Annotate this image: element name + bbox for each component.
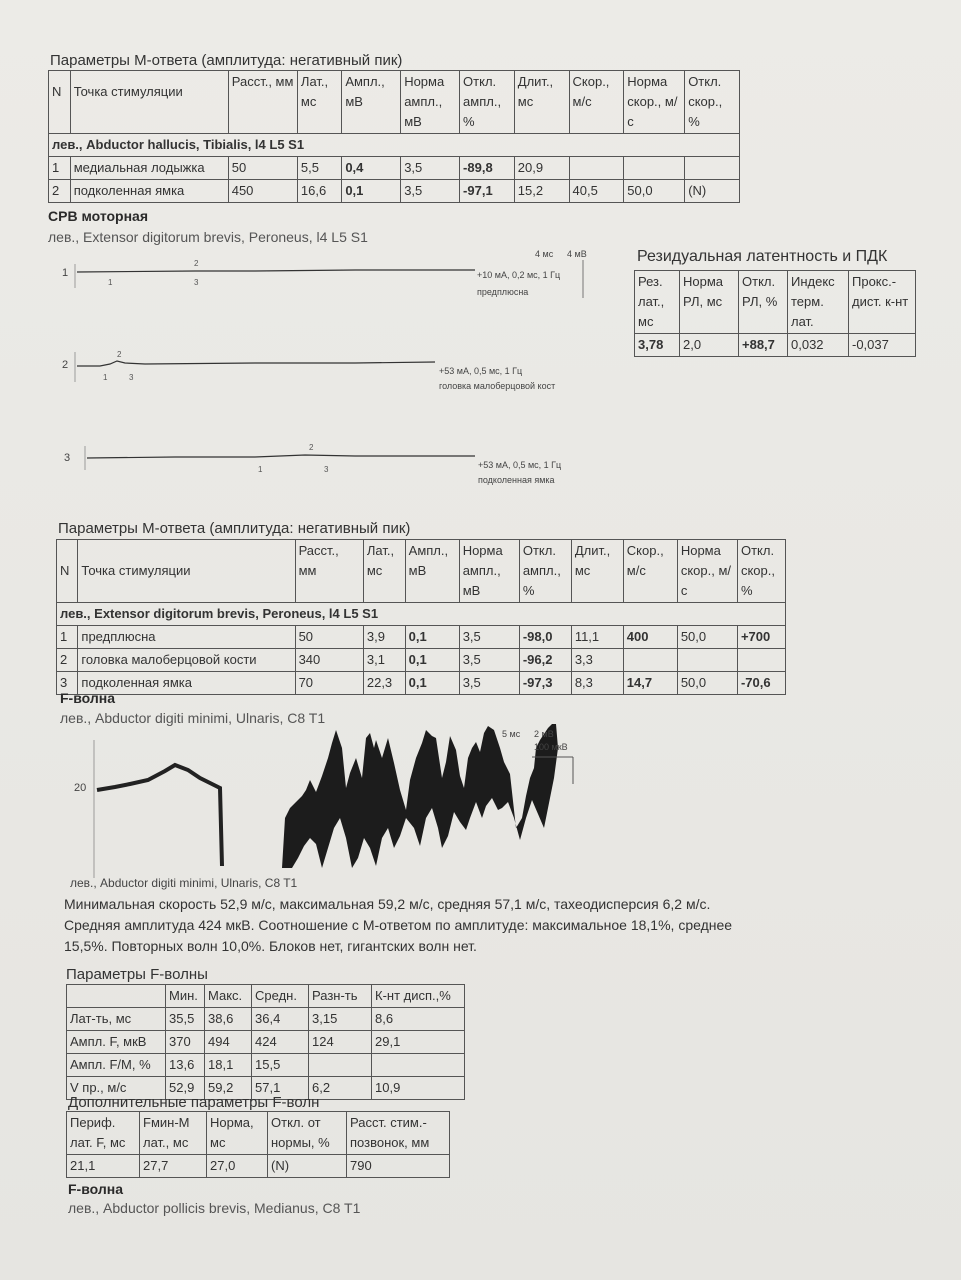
cell: Ампл. F, мкВ	[67, 1031, 166, 1054]
cell: 16,6	[297, 180, 341, 203]
fwave-heading: F-волна	[60, 690, 115, 706]
trace-marker: 3	[129, 373, 134, 382]
cell: 52,9	[166, 1077, 205, 1100]
header-cell: Норма скор., м/с	[677, 540, 737, 603]
trace-stim: +53 мА, 0,5 мс, 1 Гц	[478, 460, 562, 470]
header-cell: Скор., м/с	[569, 71, 624, 134]
header-cell: Средн.	[252, 985, 309, 1008]
cell: 21,1	[67, 1155, 140, 1178]
header-cell: Откл. ампл., %	[460, 71, 515, 134]
fwave-scale-ms: 5 мс	[502, 729, 521, 739]
header-cell: Периф. лат. F, мс	[67, 1112, 140, 1155]
table-row	[49, 180, 740, 203]
cell: 3,78	[635, 334, 680, 357]
cell: 10,9	[372, 1077, 465, 1100]
fwave2-subtitle: лев., Abductor pollicis brevis, Medianus, C8 T1	[68, 1200, 361, 1216]
cell: 2,0	[680, 334, 739, 357]
fwave-axis-label: 20	[74, 782, 87, 794]
header-cell: Рез. лат., мс	[635, 271, 680, 334]
cell: 50	[228, 157, 297, 180]
cell: 790	[347, 1155, 450, 1178]
cell: 8,3	[571, 672, 623, 695]
srv-traces	[55, 240, 615, 490]
table-row	[635, 334, 916, 357]
cell: 2	[57, 649, 78, 672]
cell: -89,8	[460, 157, 515, 180]
cell: 124	[309, 1031, 372, 1054]
cell: (N)	[685, 180, 740, 203]
table-row	[67, 1155, 450, 1178]
cell: подколенная ямка	[78, 672, 295, 695]
trace-marker: 1	[103, 373, 108, 382]
cell: 0,1	[342, 180, 401, 203]
table1-title: Параметры М-ответа (амплитуда: негативный пик)	[50, 52, 403, 69]
header-cell: Откл. скор., %	[685, 71, 740, 134]
cell: 14,7	[623, 672, 677, 695]
cell: 3,5	[401, 157, 460, 180]
cell: 50,0	[677, 672, 737, 695]
header-cell: Скор., м/с	[623, 540, 677, 603]
trace-site: головка малоберцовой кост	[439, 381, 556, 391]
table-row	[67, 1008, 465, 1031]
trace-marker: 2	[309, 443, 314, 452]
cell: 50,0	[624, 180, 685, 203]
table-header-row	[49, 71, 740, 134]
cell: 3,5	[459, 649, 519, 672]
header-cell: N	[57, 540, 78, 603]
cell: +700	[737, 626, 785, 649]
header-cell: Разн-ть	[309, 985, 372, 1008]
header-cell: Длит., мс	[514, 71, 569, 134]
header-cell: Норма ампл., мВ	[459, 540, 519, 603]
cell: 6,2	[309, 1077, 372, 1100]
header-cell: Ампл., мВ	[342, 71, 401, 134]
cell: 15,5	[252, 1054, 309, 1077]
cell: 5,5	[297, 157, 341, 180]
cell: подколенная ямка	[70, 180, 228, 203]
cell: 424	[252, 1031, 309, 1054]
cell: головка малоберцовой кости	[78, 649, 295, 672]
cell: -0,037	[849, 334, 916, 357]
table-row	[57, 626, 786, 649]
cell: +88,7	[739, 334, 788, 357]
cell	[685, 157, 740, 180]
cell: V пр., м/с	[67, 1077, 166, 1100]
cell: 27,7	[140, 1155, 207, 1178]
header-cell: Лат., мс	[297, 71, 341, 134]
srv-subtitle: лев., Extensor digitorum brevis, Peroneus, l4 L5 S1	[48, 229, 368, 245]
cell: 370	[166, 1031, 205, 1054]
header-cell: Точка стимуляции	[70, 71, 228, 134]
trace-marker: 2	[194, 259, 199, 268]
cell	[624, 157, 685, 180]
fwave-summary-1: Минимальная скорость 52,9 м/с, максимальная 59,2 м/с, средняя 57,1 м/с, тахеодисперсия 6,2 м/с.	[64, 896, 711, 912]
header-cell: Fмин-М лат., мс	[140, 1112, 207, 1155]
cell: 3,5	[459, 626, 519, 649]
header-cell: Откл. от нормы, %	[268, 1112, 347, 1155]
cell: 22,3	[363, 672, 405, 695]
table-row	[57, 672, 786, 695]
fwave-caption: лев., Abductor digiti minimi, Ulnaris, C8 T1	[70, 876, 298, 890]
cell: 0,1	[405, 672, 459, 695]
header-cell: Норма, мс	[207, 1112, 268, 1155]
cell	[677, 649, 737, 672]
trace-stim: +53 мА, 0,5 мс, 1 Гц	[439, 366, 523, 376]
scale-ms: 4 мс	[535, 249, 554, 259]
cell: -97,3	[519, 672, 571, 695]
cell: 59,2	[205, 1077, 252, 1100]
trace-marker: 2	[117, 350, 122, 359]
cell: предплюсна	[78, 626, 295, 649]
trace-number: 2	[62, 359, 69, 371]
extra-params-table	[66, 1111, 450, 1178]
trace-site: предплюсна	[477, 287, 529, 297]
cell: 400	[623, 626, 677, 649]
header-cell: Расст., мм	[228, 71, 297, 134]
header-cell	[67, 985, 166, 1008]
trace-2	[62, 350, 555, 391]
table-header-row	[57, 540, 786, 603]
header-cell: Точка стимуляции	[78, 540, 295, 603]
cell	[737, 649, 785, 672]
table-row	[49, 157, 740, 180]
table-row	[67, 1031, 465, 1054]
fwave-scale-uv: 100 мкВ	[534, 742, 568, 752]
cell	[569, 157, 624, 180]
fwave-summary-2: Средняя амплитуда 424 мкВ. Соотношение с М-ответом по амплитуде: максимальное 18,1%, среднее	[64, 917, 733, 933]
table-header-row	[635, 271, 916, 334]
table-row	[57, 649, 786, 672]
cell: 57,1	[252, 1077, 309, 1100]
header-cell: Индекс терм. лат.	[788, 271, 849, 334]
cell: 2	[49, 180, 71, 203]
cell: 40,5	[569, 180, 624, 203]
table-section-row: лев., Abductor hallucis, Tibialis, l4 L5 S1	[49, 134, 740, 157]
header-cell: К-нт дисп.,%	[372, 985, 465, 1008]
header-cell: Расст. стим.-позвонок, мм	[347, 1112, 450, 1155]
trace-number: 1	[62, 267, 69, 279]
table-row	[67, 1054, 465, 1077]
header-cell: Расст., мм	[295, 540, 363, 603]
fwave-dense	[282, 724, 558, 868]
cell: 70	[295, 672, 363, 695]
cell: 8,6	[372, 1008, 465, 1031]
header-cell: N	[49, 71, 71, 134]
cell: 36,4	[252, 1008, 309, 1031]
header-cell: Откл. ампл., %	[519, 540, 571, 603]
cell: 3,5	[401, 180, 460, 203]
trace-1	[62, 259, 560, 297]
trace-marker: 3	[194, 278, 199, 287]
header-cell: Длит., мс	[571, 540, 623, 603]
fwave-traces	[70, 718, 590, 880]
cell: Ампл. F/M, %	[67, 1054, 166, 1077]
scale-mv: 4 мВ	[567, 249, 587, 259]
srv-heading: СРВ моторная	[48, 208, 149, 224]
cell: 494	[205, 1031, 252, 1054]
trace-marker: 1	[108, 278, 113, 287]
cell: 50,0	[677, 626, 737, 649]
cell: 1	[49, 157, 71, 180]
cell: 450	[228, 180, 297, 203]
header-cell: Норма ампл., мВ	[401, 71, 460, 134]
cell: 29,1	[372, 1031, 465, 1054]
header-cell: Норма скор., м/с	[624, 71, 685, 134]
cell: 11,1	[571, 626, 623, 649]
header-cell: Лат., мс	[363, 540, 405, 603]
fwave-summary-3: 15,5%. Повторных волн 10,0%. Блоков нет, гигантских волн нет.	[64, 938, 477, 954]
header-cell: Откл. РЛ, %	[739, 271, 788, 334]
cell: -70,6	[737, 672, 785, 695]
trace-marker: 3	[324, 465, 329, 474]
residual-table	[634, 270, 916, 357]
cell: Лат-ть, мс	[67, 1008, 166, 1031]
fwave-params-table	[66, 984, 465, 1100]
cell: 35,5	[166, 1008, 205, 1031]
cell: 18,1	[205, 1054, 252, 1077]
trace-site: подколенная ямка	[478, 475, 555, 485]
cell: -96,2	[519, 649, 571, 672]
m-response-table-1	[48, 70, 740, 203]
cell: 3,9	[363, 626, 405, 649]
fwave-subtitle: лев., Abductor digiti minimi, Ulnaris, C8 T1	[60, 710, 326, 726]
cell: 3,3	[571, 649, 623, 672]
cell: 3,5	[459, 672, 519, 695]
cell: 3,1	[363, 649, 405, 672]
cell: 0,4	[342, 157, 401, 180]
trace-marker: 1	[258, 465, 263, 474]
header-cell: Прокс.-дист. к-нт	[849, 271, 916, 334]
cell: 0,032	[788, 334, 849, 357]
table-header-row	[67, 1112, 450, 1155]
trace-number: 3	[64, 452, 71, 464]
fwave2-heading: F-волна	[68, 1181, 123, 1197]
table2-title: Параметры М-ответа (амплитуда: негативный пик)	[58, 520, 411, 537]
cell: -98,0	[519, 626, 571, 649]
cell: 1	[57, 626, 78, 649]
cell: медиальная лодыжка	[70, 157, 228, 180]
table-header-row	[67, 985, 465, 1008]
cell: 0,1	[405, 626, 459, 649]
cell	[623, 649, 677, 672]
header-cell: Мин.	[166, 985, 205, 1008]
cell	[372, 1054, 465, 1077]
cell: 13,6	[166, 1054, 205, 1077]
trace-stim: +10 мА, 0,2 мс, 1 Гц	[477, 270, 561, 280]
cell: (N)	[268, 1155, 347, 1178]
cell: 38,6	[205, 1008, 252, 1031]
cell: 15,2	[514, 180, 569, 203]
header-cell: Откл. скор., %	[737, 540, 785, 603]
fwave-scale-mv: 2 мВ	[534, 729, 554, 739]
cell: 3,15	[309, 1008, 372, 1031]
cell: 340	[295, 649, 363, 672]
cell: -97,1	[460, 180, 515, 203]
cell: 0,1	[405, 649, 459, 672]
header-cell: Ампл., мВ	[405, 540, 459, 603]
trace-3	[64, 443, 561, 485]
header-cell: Макс.	[205, 985, 252, 1008]
cell: 27,0	[207, 1155, 268, 1178]
residual-title: Резидуальная латентность и ПДК	[637, 248, 888, 265]
cell: 50	[295, 626, 363, 649]
extra-title: Дополнительные параметры F-волн	[68, 1094, 320, 1111]
header-cell: Норма РЛ, мс	[680, 271, 739, 334]
ftable-title: Параметры F-волны	[66, 966, 208, 983]
m-response-table-2	[56, 539, 786, 695]
table-section-row: лев., Extensor digitorum brevis, Peroneus, l4 L5 S1	[57, 603, 786, 626]
cell: 3	[57, 672, 78, 695]
cell	[309, 1054, 372, 1077]
cell: 20,9	[514, 157, 569, 180]
